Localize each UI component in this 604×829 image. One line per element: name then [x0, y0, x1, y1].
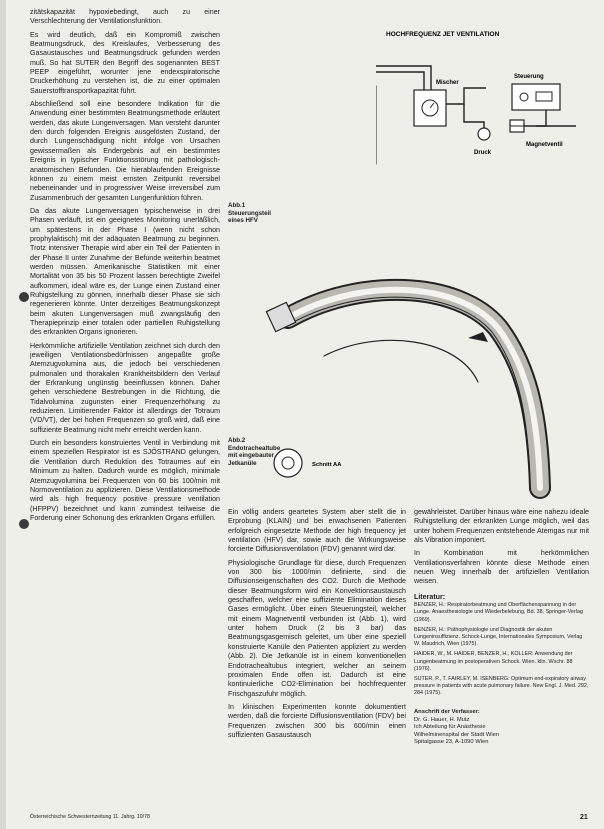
literature-item: SUTER, P., T. FAIRLEY, M. ISENBERG: Optimum end-expiratory airway pressure in patients with acute pulmonary failure. New Engl. J. Med. 292, 284 (1975). — [414, 675, 589, 697]
literature-heading: Literatur: — [414, 592, 446, 601]
literature-item: BENZER, H.: Pathophysiologie und Diagnostik der akuten Lungeninsuffizienz. Schock-Lunge, Internationales Symposium, Verlag W. Maudrich, Wien (1975). — [414, 626, 583, 648]
middle-paragraph-2: Physiologische Grundlage für diese, durch Frequenzen von 300 bis 1000/min definierte, sind die Diffusionseigenschaften des CO2. Durch die Methode dieser Beatmungsform wird ein Konvektionsaustausch geschaffen, welcher eine suffiziente Elimination dieses Gases ermöglicht. Über einen Steuerungsteil, welcher mit einem Magnetventil verbunden ist (Abb. 1), wird unter hohem Druck (2 bis 3 bar) das Beatmungsgasgemisch geleitet, um über eine speziell konstruierte Kanüle den Patienten appliziert zu werden (Abb. 2). Die Jetkanüle ist in einem konventionellen Endotrachealtubus integriert, welcher an seinem proximalen Ende offen ist. Dadurch ist eine kontinuierliche CO2-Elimination bei hochfrequenter Frischgaszufuhr möglich. — [228, 558, 406, 698]
right-text-column — [414, 508, 589, 747]
middle-paragraph-1: Ein völlig anders geartetes System aber stellt die in Erprobung (KLAIN) und bei erwachsenen Patienten erfolgreich eingesetzte Methode der high frequency jet ventilation (HFV) dar, sowie auch die Wirkungsweise forcierte Diffusionsventilation (FDV) genannt wird dar. — [228, 508, 406, 554]
caption-line: Jetkanüle — [228, 459, 257, 467]
jet-cannula-tip — [468, 332, 488, 342]
caption-line: Abb.2 — [228, 437, 246, 444]
literature-item: BENZER, H.: Respiratorbeatmung und Oberflächenspannung in der Lunge. Anaesthesiologie und Wiederbelebung, Bd. 38, Springer-Verlag (1969). — [414, 602, 584, 623]
endotracheal-tube — [288, 290, 540, 488]
literature-list — [414, 602, 589, 697]
left-paragraph-5: Herkömmliche artifizielle Ventilation zeichnet sich durch den jeweiligen Ventilationsbedürfnissen angepaßte große Atemzugvolumina aus, die jedoch bei verschiedenen pulmonalen und thorakalen Krankheitsbildern den Verlauf der Erkrankung ungünstig beeinflussen können. Daher gehen verschiedene Bestrebungen in die Richtung, die Tidalvolumina zugunsten einer Frequenzerhöhung zu reduzieren. Limitierender Faktor ist allerdings der Totraum (VD/VT), der bei hohen Frequenzen so groß wird, daß eine suffiziente Beatmung nicht mehr erreicht werden kann. — [30, 341, 220, 434]
label-mischer: Mischer — [436, 80, 459, 86]
caption-line: eines HFV — [228, 217, 258, 225]
control-unit-box — [512, 84, 560, 110]
mixer-box — [414, 90, 446, 126]
middle-paragraph-3: In klinischen Experimenten konnte dokumentiert werden, daß die forcierte Diffusionsventilation (FDV) bei Frequenzen zwischen 300 bis 600/min einen suffizienten Gasaustausch — [228, 702, 406, 739]
figure-2-caption — [228, 437, 280, 467]
label-magnetventil: Magnetventil — [526, 142, 563, 148]
author-address — [414, 717, 589, 747]
right-paragraph-2: In Kombination mit herkömmlichen Ventilationsverfahren könnte diese Methode einen neuen Weg innerhalb der artifiziellen Ventilation weisen. — [414, 549, 589, 586]
address-line: Dr. G. Hauer, H. Mutz — [414, 716, 470, 723]
label-schnitt-aa: Schnitt AA — [312, 462, 342, 468]
figure-1-title: HOCHFREQUENZ JET VENTILATION — [386, 31, 500, 38]
left-paragraph-3: Abschließend soll eine besondere Indikation für die Anwendung einer bestimmten Beatmungsmethode erläutert werden, das akute Lungenversagen. Man versteht darunter den durch folgenden Ereignis ausgelösten Zustand, der durch Lungenschädigung nicht infolge von Ursachen gewissermaßen als Endergebnis auf ein bestimmtes Ereignis in typischer Funktionsstörung mit pathologisch-anatomischen Befunden. Die hierablaufenden Ereignisse können zu einem meist ernsten Zeitpunkt reversibel nebeneinander und in progressiver Weise irreversibel zum Zusammenbruch der gesamten Lungenfunktion führen. — [30, 100, 220, 202]
figure-1-diagram — [376, 26, 598, 174]
scan-edge — [0, 0, 6, 829]
journal-footer: Österreichische Schwesternzeitung 11. Jahrg. 10/78 — [30, 814, 150, 820]
literature-item: HAIDER, W., M. HAIDER, BENZER, H., KOLLER: Anwendung der Lungenbeatmung im postoperativen Schock. Wien. klin. Wschr. 88 (1976). — [414, 651, 573, 672]
address-line: Wilhelminenspital der Stadt Wien — [414, 731, 500, 738]
caption-line: Steuerungsteil — [228, 209, 271, 217]
section-bullet-icon — [19, 292, 29, 302]
address-heading: Anschrift der Verfasser: — [414, 708, 480, 715]
caption-line: mit eingebauter — [228, 452, 275, 460]
label-druck: Druck — [474, 150, 492, 156]
magnet-valve — [510, 120, 524, 132]
left-paragraph-1: zitätskapazität hypoxiebedingt, auch zu einer Verschlechterung der Ventilationsfunktion. — [30, 8, 220, 26]
figure-1-caption — [228, 202, 271, 225]
caption-line: Endotrachealtube — [228, 444, 281, 452]
address-line: Spitalgasse 23, A-1090 Wien — [414, 739, 489, 746]
middle-text-column — [228, 508, 406, 744]
page-number: 21 — [580, 814, 588, 821]
left-paragraph-6: Durch ein besonders konstruiertes Ventil in Verbindung mit einem speziellen Respirator ist es SJÖSTRAND gelungen, die Ventilation durch Reduktion des Totraumes auf ein Minimum zu halten. Dadurch wurde es möglich, minimale Atemzugvolumina bei Frequenzen von 60 bis 100/min mit Normoventilation zu applizieren. Diese Ventilationsmethode wird als high frequency positive pressure ventilation (HFPPV) bezeichnet und kann zumindest teilweise die Forderung einer Schonung des erkrankten Organs erfüllen. — [30, 439, 220, 522]
address-line: Ich Abteilung für Anästhesie — [414, 724, 486, 731]
pressure-gauge — [478, 128, 490, 140]
caption-line: Abb.1 — [228, 202, 246, 209]
label-steuerung: Steuerung — [514, 74, 544, 80]
left-paragraph-4: Da das akute Lungenversagen typischerweise in drei Phasen verläuft, ist ein geeignetes Monitoring unerläßlich, um spätestens in der Phase I (wenn nicht schon prophylaktisch) mit der adäquaten Beatmung zu beginnen. Trotz intensiver Therapie wird aber ein Teil der Patienten in der Phase II unter Zunahme der Befunde weiterhin beatmet werden müssen. Amerikanische Statistiken mit einer Mortalität von 35 bis 50 Prozent lassen berechtigte Zweifel aufkommen, ideal wäre es, der Lunge einen Zustand einer Ruhigstellung zu gönnen, innerhalb dieser Phase sie sich regenerieren könnte. Unter derzeitiges Beatmungskonzept beim akuten Lungenversagen muß zwangsläufig den Therapieprinzip einer totalen oder partiellen Ruhigstellung des erkrankten Organs ignorieren. — [30, 206, 220, 337]
figure-2-diagram — [228, 258, 594, 508]
section-bullet-icon — [19, 519, 29, 529]
left-text-column — [30, 8, 220, 527]
right-paragraph-1: gewährleistet. Darüber hinaus wäre eine nahezu ideale Ruhigstellung der erkrankten Lunge möglich, weil das unter hohem Frequenzen entstehende Atemgas nur mit als Vibration imponiert. — [414, 508, 589, 545]
left-paragraph-2: Es wird deutlich, daß ein Kompromiß zwischen Beatmungsdruck, des Kreislaufes, Verbesserung des Gasaustausches und Beatmungsdruck gefunden werden muß. So hat SUTER den Begriff des sogenannten BEST PEEP eingeführt, worunter jene endexspiratorische Druckerhöhung zu verstehen ist, die zu einer optimalen Sauerstofftransportkapazität führt. — [30, 30, 220, 95]
